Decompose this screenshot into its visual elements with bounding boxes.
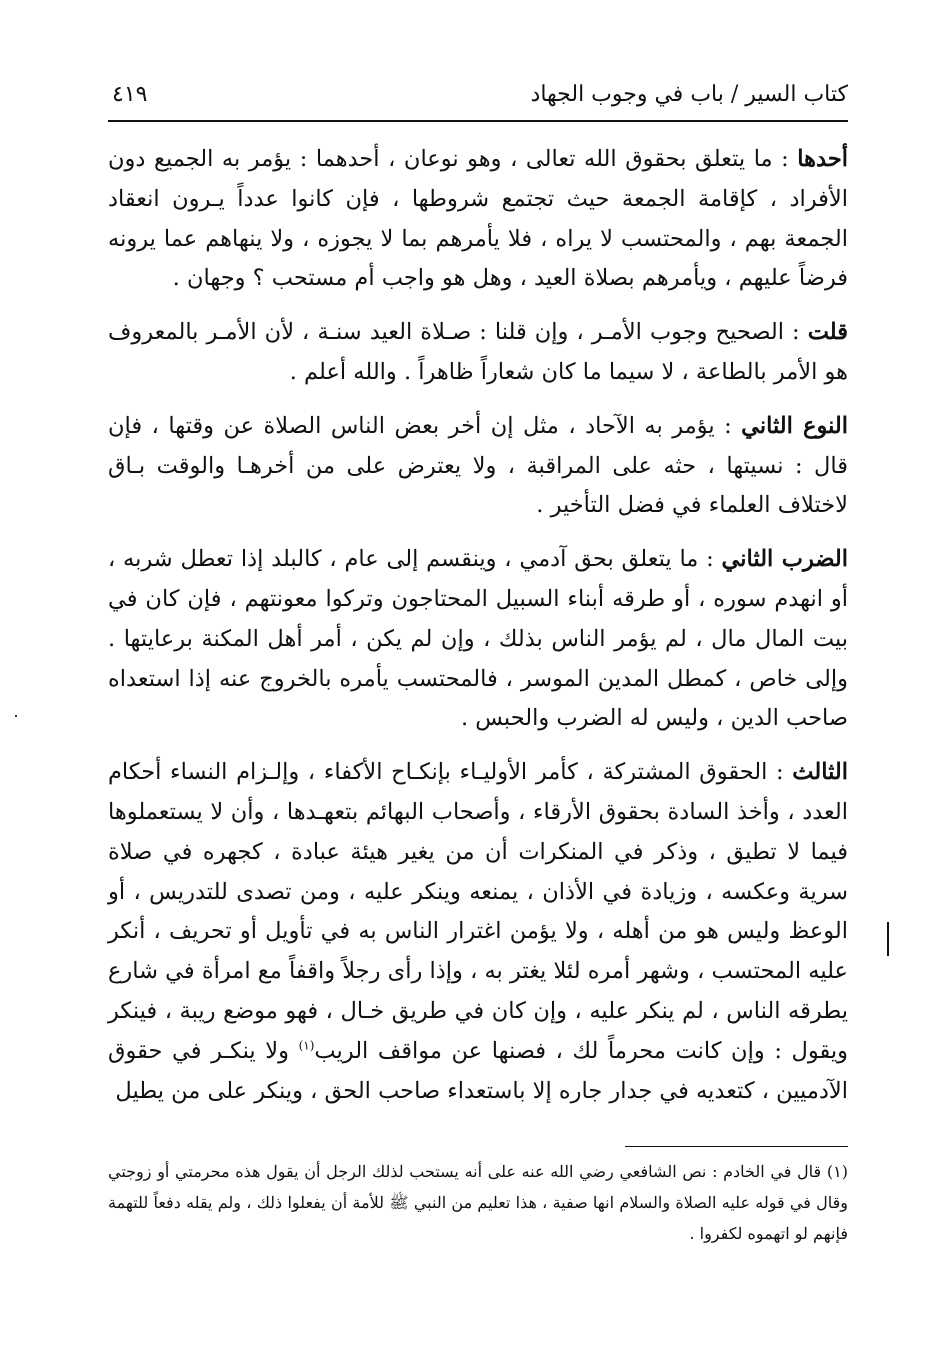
main-text bbox=[108, 140, 848, 1125]
footnote-text: قال في الخادم : نص الشافعي رضي الله عنه على أنه يستحب لذلك الرجل أن يقول هذه محرمتي أو زوجتي وقال في قوله عليه الصلاة والسلام انها صفية ، هذا تعليم من النبي ﷺ للأمة أن يفعلوا ذلك ، ولم يقله دفعاً للتهمة فإنهم لو اتهموه لكفروا . bbox=[108, 1162, 848, 1243]
footnote-marker: (١) bbox=[826, 1162, 849, 1181]
paragraph-lead: قلت bbox=[807, 319, 848, 346]
paragraph bbox=[108, 140, 848, 299]
paragraph-text-continued: ولا ينكـر في حقوق الآدميين ، كتعديه في جدار جاره إلا باستعداء صاحب الحق ، وينكر على من يطيل bbox=[108, 1037, 848, 1104]
paragraph-text: : ما يتعلق بحق آدمي ، وينقسم إلى عام ، كالبلد إذا تعطل شربه ، أو انهدم سوره ، أو طرقه أبناء السبيل المحتاجون وتركوا معونتهم ، فإن كان في بيت المال مال ، لم يؤمر الناس بذلك ، وإن لم يكن ، أمر أهل المكنة برعايتها . وإلى خاص ، كمطل المدين الموسر ، فالمحتسب يأمره بالخروج عنه إذا استعداه صاحب الدين ، وليس له الضرب والحبس . bbox=[108, 546, 848, 732]
paragraph-lead: أحدها bbox=[797, 146, 848, 172]
paragraph bbox=[108, 540, 848, 739]
paragraph bbox=[108, 313, 848, 393]
margin-mark bbox=[887, 922, 889, 956]
margin-speck bbox=[15, 715, 17, 717]
paragraph-lead: النوع الثاني bbox=[741, 412, 848, 439]
footnotes bbox=[108, 1156, 848, 1249]
footnote bbox=[108, 1156, 848, 1249]
paragraph-text: : الصحيح وجوب الأمـر ، وإن قلنا : صـلاة العيد سنـة ، لأن الأمـر بالمعروف هو الأمر بالطاعة ، لا سيما ما كان شعاراً ظاهراً . والله أعلم . bbox=[108, 319, 848, 385]
page-number: ٤١٩ bbox=[112, 82, 148, 107]
paragraph-lead: الثالث bbox=[792, 759, 848, 786]
paragraph-text: : يؤمر به الآحاد ، مثل إن أخر بعض الناس الصلاة عن وقتها ، فإن قال : نسيتها ، حثه على المراقبة ، ولا يعترض على من أخرهـا والوقت بـاق لاختلاف العلماء في فضل التأخير . bbox=[108, 412, 848, 519]
running-title: كتاب السير / باب في وجوب الجهاد bbox=[530, 82, 848, 107]
paragraph-text: : الحقوق المشتركة ، كأمر الأوليـاء بإنكـاح الأكفاء ، وإلـزام النساء أحكام العدد ، وأخذ السادة بحقوق الأرقاء ، وأصحاب البهائم بتعهـدها ، وأن لا يستعملوها فيما لا تطيق ، وذكر في المنكرات أن من يغير هيئة عبادة ، كجهره في صلاة سرية وعكسه ، وزيادة في الأذان ، يمنعه وينكر عليه ، ومن تصدى للتدريس ، أو الوعظ وليس هو من أهله ، ولا يؤمن اغترار الناس به في تأويل أو تحريف ، أنكر عليه المحتسب ، وشهر أمره لئلا يغتر به ، وإذا رأى رجلاً واقفاً مع امرأة في شارع يطرقه الناس ، لم ينكر عليه ، وإن كان في طريق خـال ، فهو موضع ريبة ، فينكر ويقول : وإن كانت محرماً لك ، فصنها عن مواقف الريب bbox=[108, 759, 849, 1064]
footnote-divider bbox=[625, 1146, 848, 1147]
paragraph-text: : ما يتعلق بحقوق الله تعالى ، وهو نوعان ، أحدهما : يؤمر به الجميع دون الأفراد ، كإقامة الجمعة حيث تجتمع شروطها ، فإن كانوا عدداً يـرون انعقاد الجمعة بهم ، والمحتسب لا يراه ، فلا يأمرهم بما لا يجوزه ، ولا ينهاهم عما يرونه فرضاً عليهم ، ويأمرهم بصلاة العيد ، وهل هو واجب أم مستحب ؟ وجهان . bbox=[108, 146, 848, 292]
page-header bbox=[108, 70, 848, 122]
paragraph-lead: الضرب الثاني bbox=[721, 546, 848, 573]
paragraph bbox=[108, 407, 848, 526]
paragraph bbox=[108, 753, 848, 1111]
footnote-reference[interactable]: (١) bbox=[298, 1038, 315, 1053]
